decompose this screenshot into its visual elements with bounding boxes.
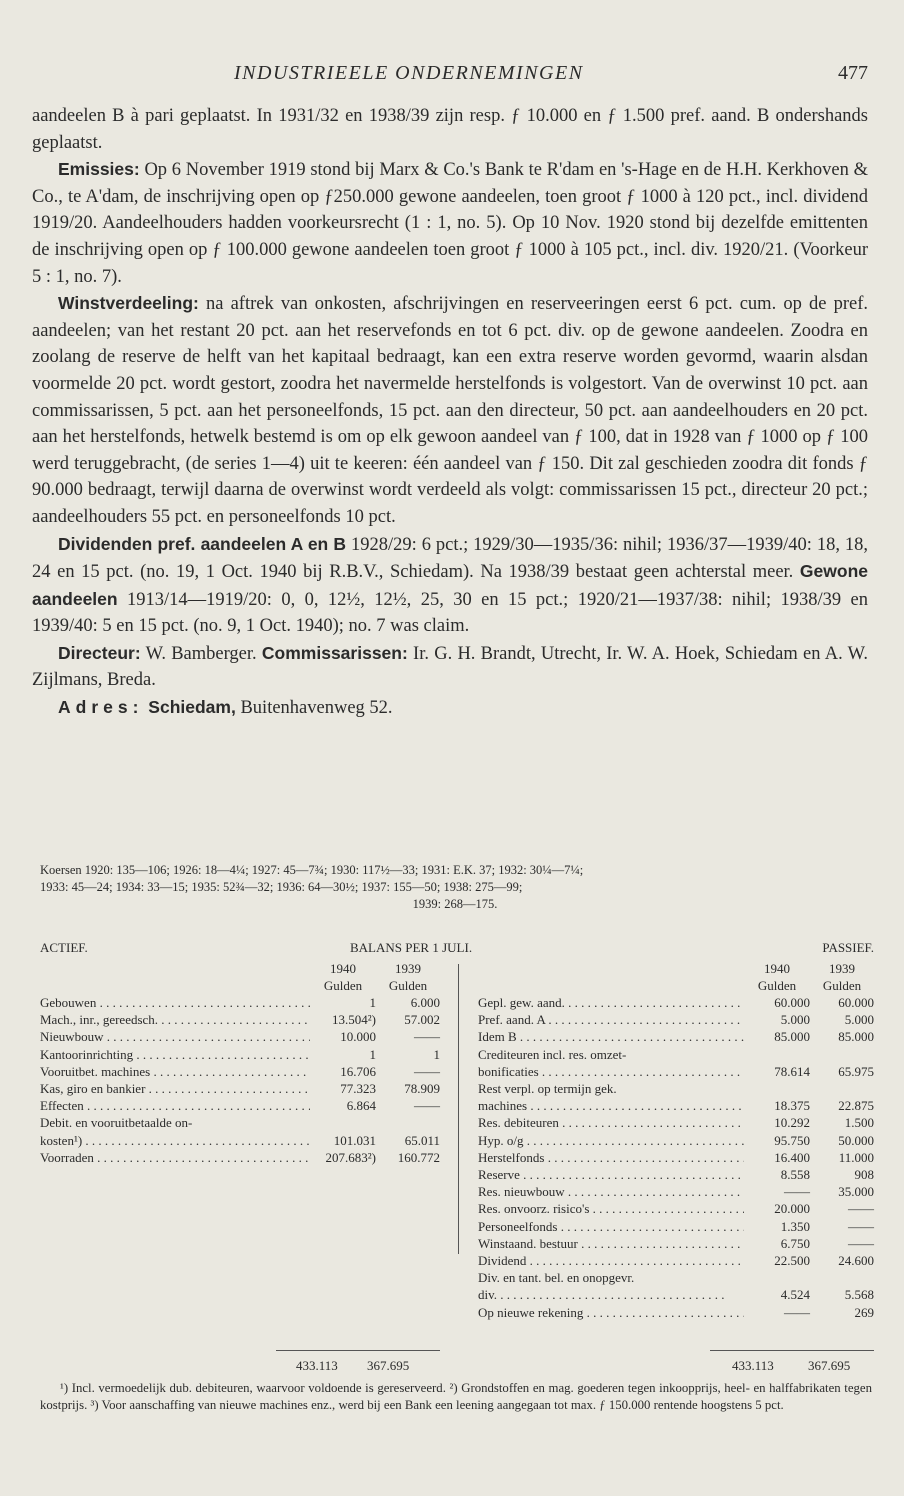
actief-unit-1940: Gulden (323, 978, 363, 993)
actief-row (40, 1080, 440, 1097)
passief-row (478, 1149, 874, 1166)
passief-row-value-1940: 20.000 (774, 1201, 810, 1217)
actief-row-value-1940: 13.504²) (332, 1012, 376, 1028)
passief-row-value-1940: 78.614 (774, 1063, 810, 1079)
passief-row (478, 1235, 874, 1252)
actief-row-value-1939: 57.002 (404, 1012, 440, 1028)
passief-row (478, 1269, 874, 1286)
paragraph-dividenden (32, 531, 868, 640)
running-header (0, 62, 904, 88)
heading-emissies: Emissies: (58, 159, 140, 180)
passief-row-value-1939: 1.500 (844, 1115, 874, 1131)
passief-row-value-1939: 65.975 (838, 1063, 874, 1079)
passief-row (478, 1304, 874, 1321)
passief-row (478, 1114, 874, 1131)
actief-row-label: Kantoorinrichting . . . (40, 1046, 310, 1063)
total-passief-1939: 367.695 (808, 1358, 851, 1373)
passief-row-label: div. . . . (478, 1286, 744, 1303)
passief-row (478, 1166, 874, 1183)
passief-row-label: Pref. aand. A . . . (478, 1011, 744, 1028)
passief-row-value-1940: 60.000 (774, 995, 810, 1010)
passief-row-value-1939: 5.568 (844, 1287, 874, 1303)
koersen-line-1: Koersen 1920: 135—106; 1926: 18—4¼; 1927: 45—7¾; 1930: 117½—33; 1931: E.K. 37; 1932: 30¼—7¼; (40, 863, 584, 877)
passief-year-1940: 1940 (764, 961, 790, 976)
actief-row (40, 1132, 440, 1149)
actief-row-label: Gebouwen . . . (40, 994, 310, 1011)
passief-row-label: machines . . . (478, 1097, 744, 1114)
passief-row-value-1940: 22.500 (774, 1253, 810, 1269)
passief-row-label: Personeelfonds . . . (478, 1218, 744, 1235)
passief-row (478, 1080, 874, 1097)
balance-caption (40, 940, 874, 960)
passief-row (478, 1097, 874, 1114)
passief-unit-header (478, 977, 874, 994)
total-actief-1940: 433.113 (296, 1358, 338, 1373)
actief-row-value-1940: 6.864 (346, 1098, 376, 1114)
footnotes: ¹) Incl. vermoedelijk dub. debiteuren, waarvoor voldoende is gereserveerd. ²) Grondstoffen en mag. goederen tegen inkoopprijs, heel- en halffabrikaten tegen kostprijs. ³) Voor aanschaffing van nieuwe machines enz., werd bij een Bank een leening aangegaan tot max. ƒ 150.000 rentende hoogstens 5 pct. (40, 1381, 872, 1412)
actief-row (40, 1028, 440, 1045)
actief-row-label: Mach., inr., gereedsch. . . . (40, 1011, 310, 1028)
passief-row-label: Reserve . . . (478, 1166, 744, 1183)
passief-row-label: Op nieuwe rekening . . . (478, 1304, 744, 1321)
running-title: INDUSTRIEELE ONDERNEMINGEN (234, 62, 584, 84)
passief-row-value-1940: 10.292 (774, 1115, 810, 1131)
passief-row (478, 1200, 874, 1217)
passief-unit-1940: Gulden (757, 978, 797, 993)
balance-title: BALANS PER 1 JULI. (350, 940, 473, 955)
passief-row-value-1940: 85.000 (774, 1029, 810, 1045)
koersen-block (40, 862, 870, 913)
actief-row-value-1940: 1 (369, 995, 376, 1010)
passief-row-label: Div. en tant. bel. en onopgevr. (478, 1270, 635, 1286)
passief-row-value-1939: 60.000 (838, 995, 874, 1010)
actief-row-value-1940: 1 (369, 1046, 376, 1062)
column-divider (458, 964, 459, 1254)
passief-row-label: Hyp. o/g . . . (478, 1132, 744, 1149)
actief-total-rule (276, 1350, 440, 1351)
passief-row-value-1939: 24.600 (838, 1253, 874, 1269)
actief-row-value-1940: 16.706 (340, 1063, 376, 1079)
passief-column (478, 960, 874, 1321)
koersen-line-3: 1939: 268—175. (412, 897, 498, 911)
passief-row-value-1939: —— (848, 1235, 874, 1251)
passief-row-value-1939: 11.000 (838, 1149, 874, 1165)
actief-row (40, 1063, 440, 1080)
passief-row-value-1939: 908 (854, 1167, 874, 1183)
actief-row-value-1939: 160.772 (397, 1149, 440, 1165)
actief-row-value-1940: 101.031 (333, 1132, 376, 1148)
passief-year-1939: 1939 (829, 961, 855, 976)
paragraph-emissies (32, 156, 868, 290)
balance-columns (40, 960, 874, 1390)
directeur-text: W. Bamberger. (140, 643, 262, 664)
passief-row-value-1939: 35.000 (838, 1184, 874, 1200)
passief-row-label: Res. onvoorz. risico's . . . (478, 1200, 744, 1217)
winstverdeeling-text: na aftrek van onkosten, afschrijvingen en reserveeringen eerst 6 pct. cum. op de pref. aandeelen; van het restant 20 pct. aan het reservefonds en tot 6 pct. div. op de gewone aandeelen. Zoodra en zoolang de reserve de helft van het kapitaal bedraagt, kan een extra reserve worden gevormd, waarin alsdan voormelde 20 pct. wordt gestort, zoodra het navermelde herstelfonds is volgestort. Van de overwinst 10 pct. aan commissarissen, 5 pct. aan het personeelfonds, 15 pct. aan den directeur, 50 pct. aan aandeelhouders en 20 pct. aan het herstelfonds, hetwelk bestemd is om op elk gewoon aandeel van ƒ 100, dat in 1928 van ƒ 1000 op ƒ 100 werd teruggebracht, (de series 1—4) uit te keeren: één aandeel van ƒ 150. Dit zal geschieden zoodra dit fonds ƒ 90.000 bedraagt, terwijl daarna de overwinst wordt verdeeld als volgt: commissarissen 15 pct., directeur 20 pct.; aandeelhouders 55 pct. en personeelfonds 10 pct. (32, 294, 868, 527)
actief-row-label: kosten¹) . . . (40, 1132, 310, 1149)
passief-row (478, 1286, 874, 1303)
actief-year-1939: 1939 (395, 961, 421, 976)
passief-row-value-1939: 269 (854, 1304, 874, 1320)
paragraph-adres (32, 694, 868, 722)
actief-row-value-1939: 1 (433, 1046, 440, 1062)
passief-row (478, 1046, 874, 1063)
passief-row-label: Rest verpl. op termijn gek. (478, 1081, 617, 1097)
passief-row-value-1940: 16.400 (774, 1149, 810, 1165)
actief-row-label: Effecten . . . (40, 1097, 310, 1114)
passief-row-value-1940: 4.524 (780, 1287, 810, 1303)
adres-text: Buitenhavenweg 52. (235, 698, 393, 719)
adres-city: Schiedam, (143, 697, 236, 718)
actief-row-value-1939: —— (414, 1063, 440, 1079)
paragraph-winstverdeeling (32, 290, 868, 530)
passief-row (478, 1011, 874, 1028)
passief-rows (478, 994, 874, 1321)
heading-commissarissen: Commissarissen: (261, 642, 408, 663)
actief-row-label: Nieuwbouw . . . (40, 1028, 310, 1045)
actief-label: ACTIEF. (40, 940, 88, 955)
passief-row-value-1940: 8.558 (780, 1167, 810, 1183)
passief-label: PASSIEF. (822, 940, 874, 955)
actief-row (40, 1149, 440, 1166)
passief-total-rule (710, 1350, 874, 1351)
total-actief-1939: 367.695 (367, 1358, 410, 1373)
actief-column (40, 960, 440, 1166)
heading-gewone-aandeelen: Gewone aandeelen (32, 561, 868, 609)
actief-row-value-1940: 77.323 (340, 1081, 376, 1097)
actief-row (40, 1046, 440, 1063)
company-description (32, 103, 868, 722)
passief-year-header (478, 960, 874, 977)
heading-dividenden-pref: Dividenden pref. aandeelen A en B (58, 533, 347, 554)
actief-row-label: Debit. en vooruitbetaalde on- (40, 1115, 193, 1131)
passief-row-label: Crediteuren incl. res. omzet- (478, 1046, 627, 1062)
actief-row (40, 994, 440, 1011)
passief-row-value-1939: 85.000 (838, 1029, 874, 1045)
dividenden-pref-text: 1928/29: 6 pct.; 1929/30—1935/36: nihil; 1936/37—1939/40: 18, 18, 24 en 15 pct. (no. 19, 1 Oct. 1940 bij R.B.V., Schiedam). Na 1938/39 bestaat geen achterstal meer. (32, 534, 869, 583)
passief-row-value-1940: 5.000 (780, 1012, 810, 1028)
passief-row-value-1940: —— (784, 1184, 810, 1200)
passief-row-value-1940: 95.750 (774, 1132, 810, 1148)
actief-row-value-1940: 207.683²) (325, 1149, 376, 1165)
passief-row (478, 1028, 874, 1045)
commissarissen-text: Ir. G. H. Brandt, Utrecht, Ir. W. A. Hoek, Schiedam en A. W. Zijlmans, Breda. (32, 643, 868, 691)
gewone-aandeelen-text: 1913/14—1919/20: 0, 0, 12½, 12½, 25, 30 en 15 pct.; 1920/21—1937/38: nihil; 1938/39 en 1939/40: 5 en 15 pct. (no. 9, 1 Oct. 1940); no. 7 was claim. (32, 589, 868, 637)
actief-row-label: Voorraden . . . (40, 1149, 310, 1166)
paragraph-shares-placement: aandeelen B à pari geplaatst. In 1931/32 en 1938/39 zijn resp. ƒ 10.000 en ƒ 1.500 pref. aand. B ondershands geplaatst. (32, 106, 868, 153)
paragraph-directie (32, 640, 868, 694)
passief-row (478, 994, 874, 1011)
actief-row (40, 1011, 440, 1028)
actief-row-value-1940: 10.000 (340, 1029, 376, 1045)
passief-row-value-1939: —— (848, 1218, 874, 1234)
actief-unit-header (40, 977, 440, 994)
passief-row-value-1939: 50.000 (838, 1132, 874, 1148)
total-passief-1940: 433.113 (732, 1358, 774, 1373)
actief-unit-1939: Gulden (388, 978, 428, 993)
passief-row-label: Winstaand. bestuur . . . (478, 1235, 744, 1252)
actief-row-value-1939: 78.909 (404, 1081, 440, 1097)
passief-row-value-1940: —— (784, 1304, 810, 1320)
passief-row (478, 1183, 874, 1200)
actief-row (40, 1114, 440, 1131)
actief-row-label: Kas, giro en bankier . . . (40, 1080, 310, 1097)
passief-row-value-1939: —— (848, 1201, 874, 1217)
passief-row-value-1939: 5.000 (844, 1012, 874, 1028)
koersen-line-2: 1933: 45—24; 1934: 33—15; 1935: 52¾—32; 1936: 64—30½; 1937: 155—50; 1938: 275—99; (40, 880, 523, 894)
actief-row (40, 1097, 440, 1114)
passief-row-value-1939: 22.875 (838, 1098, 874, 1114)
passief-row-label: Res. debiteuren . . . (478, 1114, 744, 1131)
passief-row-label: bonificaties . . . (478, 1063, 744, 1080)
actief-row-value-1939: 6.000 (410, 995, 440, 1010)
emissies-text: Op 6 November 1919 stond bij Marx & Co.'s Bank te R'dam en 's-Hage en de H.H. Kerkhoven & Co., te A'dam, de inschrijving open op ƒ250.000 gewone aandeelen, toen groot ƒ 1000 à 120 pct., incl. dividend 1919/20. Aandeelhouders hadden voorkeursrecht (1 : 1, no. 5). Op 10 Nov. 1920 stond bij dezelfde emittenten de inschrijving open op ƒ 100.000 gewone aandeelen toen groot ƒ 1000 à 105 pct., incl. div. 1920/21. (Voorkeur 5 : 1, no. 7). (32, 160, 868, 287)
actief-row-value-1939: —— (414, 1098, 440, 1114)
actief-row-value-1939: 65.011 (404, 1132, 440, 1148)
heading-directeur: Directeur: (58, 642, 141, 663)
balance-sheet (40, 940, 874, 1390)
passief-row (478, 1252, 874, 1269)
actief-year-header (40, 960, 440, 977)
passief-row-label: Res. nieuwbouw . . . (478, 1183, 744, 1200)
passief-row-label: Herstelfonds . . . (478, 1149, 744, 1166)
passief-row (478, 1218, 874, 1235)
passief-row (478, 1132, 874, 1149)
actief-year-1940: 1940 (330, 961, 356, 976)
passief-row-label: Idem B . . . (478, 1028, 744, 1045)
actief-row-value-1939: —— (414, 1029, 440, 1045)
passief-row-label: Dividend . . . (478, 1252, 744, 1269)
passief-row-value-1940: 6.750 (780, 1235, 810, 1251)
actief-rows (40, 994, 440, 1166)
passief-row-value-1940: 1.350 (780, 1218, 810, 1234)
heading-winstverdeeling: Winstverdeeling: (58, 293, 199, 314)
actief-row-label: Vooruitbet. machines . . . (40, 1063, 310, 1080)
passief-unit-1939: Gulden (822, 978, 862, 993)
page-number: 477 (838, 62, 868, 84)
passief-row-label: Gepl. gew. aand. . . . (478, 994, 744, 1011)
heading-adres: Adres: (58, 697, 144, 718)
passief-row-value-1940: 18.375 (774, 1098, 810, 1114)
passief-row (478, 1063, 874, 1080)
